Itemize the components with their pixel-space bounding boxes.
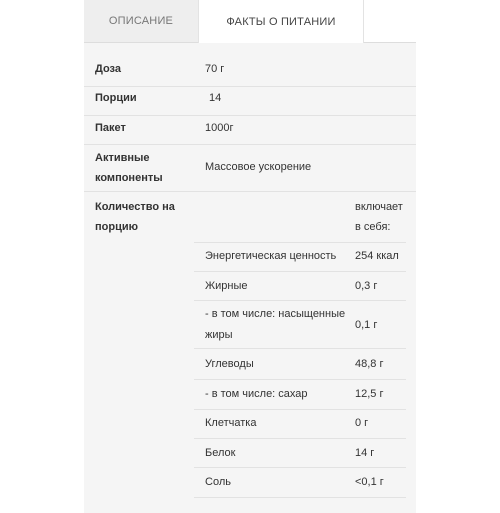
- package-label: Пакет: [95, 122, 126, 134]
- per-serving-label-line2: порцию: [95, 221, 139, 233]
- nutrient-name: Соль: [205, 476, 231, 488]
- includes-header-line1: включает: [355, 201, 403, 213]
- nutrient-name-line2: жиры: [205, 329, 233, 341]
- active-components-label-line2: компоненты: [95, 172, 163, 184]
- includes-header-line2: в себя:: [355, 221, 391, 233]
- tab-nutrition-facts[interactable]: ФАКТЫ О ПИТАНИИ: [198, 0, 364, 43]
- nutrient-value: 48,8 г: [355, 358, 384, 370]
- nutrient-name: Энергетическая ценность: [205, 250, 337, 262]
- nutrient-name-line1: - в том числе: насыщенные: [205, 308, 346, 320]
- nutrient-name: Клетчатка: [205, 417, 257, 429]
- package-value: 1000г: [205, 122, 234, 134]
- row-divider: [84, 144, 416, 145]
- row-divider: [194, 242, 406, 243]
- row-divider: [84, 191, 416, 192]
- nutrient-value: 0,3 г: [355, 280, 378, 292]
- row-divider: [84, 115, 416, 116]
- nutrient-value: 14 г: [355, 447, 375, 459]
- tab-bar: [84, 0, 416, 43]
- row-divider: [194, 271, 406, 272]
- row-divider: [194, 348, 406, 349]
- row-divider: [194, 409, 406, 410]
- nutrient-name: Жирные: [205, 280, 248, 292]
- servings-value: 14: [209, 92, 222, 104]
- tab-description[interactable]: ОПИСАНИЕ: [84, 0, 198, 43]
- nutrient-value: <0,1 г: [355, 476, 384, 488]
- nutrient-value: 254 ккал: [355, 250, 399, 262]
- dose-label: Доза: [95, 63, 121, 75]
- nutrient-name: - в том числе: сахар: [205, 388, 308, 400]
- active-components-label-line1: Активные: [95, 152, 150, 164]
- nutrient-name: Белок: [205, 447, 236, 459]
- nutrient-value: 0,1 г: [355, 319, 378, 331]
- servings-label: Порции: [95, 92, 137, 104]
- per-serving-label-line1: Количество на: [95, 201, 175, 213]
- nutrition-facts-panel: [84, 43, 416, 513]
- row-divider: [194, 300, 406, 301]
- nutrient-value: 0 г: [355, 417, 369, 429]
- nutrient-value: 12,5 г: [355, 388, 384, 400]
- active-components-value: Массовое ускорение: [205, 161, 312, 173]
- row-divider: [194, 379, 406, 380]
- dose-value: 70 г: [205, 63, 225, 75]
- row-divider: [194, 467, 406, 468]
- tab-bar-filler: [364, 0, 416, 43]
- nutrient-name: Углеводы: [205, 358, 254, 370]
- row-divider: [194, 438, 406, 439]
- row-divider: [194, 497, 406, 498]
